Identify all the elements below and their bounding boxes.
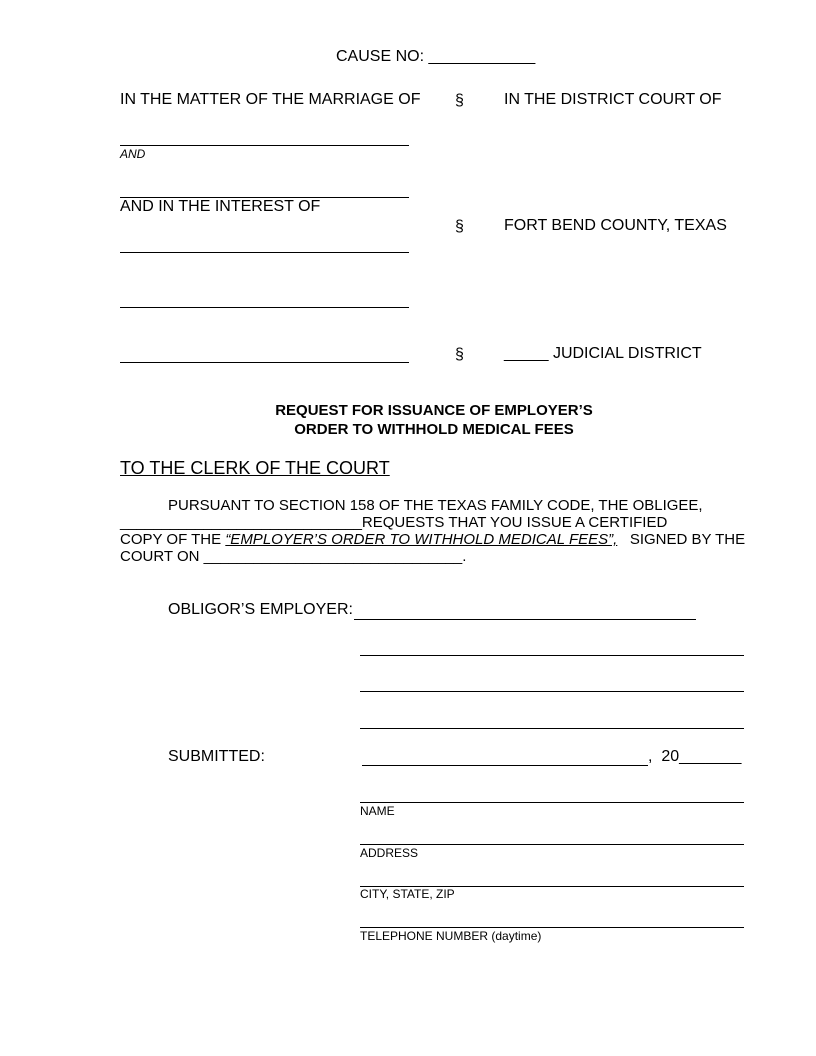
date-year-suffix: , 20_______ [648,748,742,765]
employer-line-2 [360,655,744,656]
section-symbol-1: § [455,92,464,109]
court-label: IN THE DISTRICT COURT OF [504,91,722,108]
title-line-2: ORDER TO WITHHOLD MEDICAL FEES [294,421,574,438]
section-symbol-3: § [455,346,464,363]
employer-label: OBLIGOR’S EMPLOYER: [168,601,353,618]
name-label: NAME [360,804,395,818]
to-clerk-heading: TO THE CLERK OF THE COURT [120,458,390,478]
address-line [360,844,744,845]
paragraph-line-1: PURSUANT TO SECTION 158 OF THE TEXAS FAMILY CODE, THE OBLIGEE, [168,497,703,514]
employer-line-3 [360,691,744,692]
child-one-line [120,252,409,253]
party-one-line [120,145,409,146]
and-label: AND [120,147,146,161]
paragraph-line-3-prefix: COPY OF THE [120,531,226,548]
matter-label: IN THE MATTER OF THE MARRIAGE OF [120,91,421,108]
section-symbol-2: § [455,218,464,235]
paragraph-line-2: _____________________________REQUESTS THAT YOU ISSUE A CERTIFIED [120,514,668,531]
order-title-reference: “EMPLOYER’S ORDER TO WITHHOLD MEDICAL FEES”, [225,531,618,548]
phone-label: TELEPHONE NUMBER (daytime) [360,929,542,943]
address-label: ADDRESS [360,846,419,860]
title-line-1: REQUEST FOR ISSUANCE OF EMPLOYER’S [275,402,593,419]
paragraph-line-3-suffix: SIGNED BY THE [617,531,746,548]
child-two-line [120,307,409,308]
paragraph-line-4: COURT ON _______________________________. [120,548,467,565]
submitted-label: SUBMITTED: [168,748,265,765]
county-label: FORT BEND COUNTY, TEXAS [504,217,727,234]
name-line [360,802,744,803]
city-label: CITY, STATE, ZIP [360,887,455,901]
interest-label: AND IN THE INTEREST OF [120,198,321,215]
paragraph-line-3 [120,531,745,548]
child-three-line [120,362,409,363]
employer-line-4 [360,728,744,729]
cause-number: CAUSE NO: ____________ [336,48,536,65]
district-label: _____ JUDICIAL DISTRICT [504,345,702,362]
date-line [362,765,648,766]
employer-line-1 [354,619,696,620]
phone-line [360,927,744,928]
